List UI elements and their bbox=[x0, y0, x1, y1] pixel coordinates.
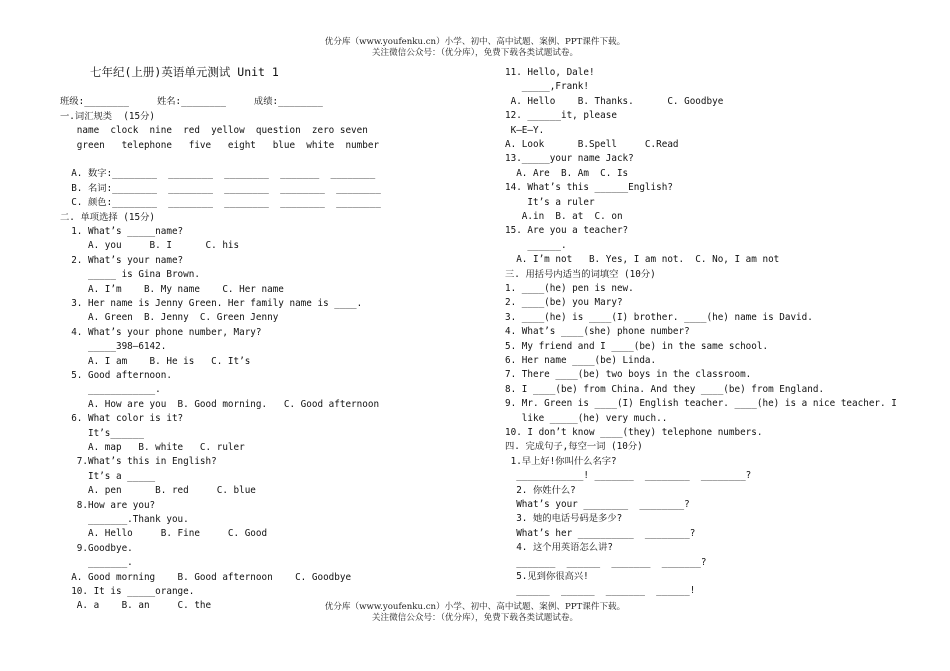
right-line: It’s a ruler bbox=[505, 196, 595, 208]
left-line: name clock nine red yellow question zero seven bbox=[60, 125, 368, 137]
page-footer bbox=[0, 602, 950, 624]
left-line: 7.What’s this in English? bbox=[60, 456, 217, 468]
page-header bbox=[0, 37, 950, 59]
right-line: ______ ______ _______ ______! bbox=[505, 585, 696, 597]
right-line: 四. 完成句子,每空一词 (10分) bbox=[505, 441, 643, 453]
right-line: ____________! _______ ________ ________? bbox=[505, 470, 752, 482]
header-line-2: 关注微信公众号：（优分库），免费下载各类试题试卷。 bbox=[371, 48, 579, 58]
left-line: It’s______ bbox=[60, 427, 144, 439]
right-line: What’s her __________ ________? bbox=[505, 527, 696, 539]
left-line: A. map B. white C. ruler bbox=[60, 442, 245, 453]
right-line: A. Are B. Am C. Is bbox=[505, 167, 629, 179]
right-line: 3. ____(he) is ____(I) brother. ____(he) name is David. bbox=[505, 311, 813, 323]
left-line: A. 数字:________ ________ ________ _______ ________ bbox=[60, 168, 376, 180]
left-line: A. pen B. red C. blue bbox=[60, 485, 256, 497]
left-line: 4. What’s your phone number, Mary? bbox=[60, 326, 262, 338]
left-line: A. Hello B. Fine C. Good bbox=[60, 528, 268, 540]
right-line: A. Hello B. Thanks. C. Goodbye bbox=[505, 95, 724, 107]
right-line: A. I’m not B. Yes, I am not. C. No, I am not bbox=[505, 254, 780, 266]
right-line: 10. I don’t know ____(they) telephone numbers. bbox=[505, 427, 763, 438]
right-line: _____,Frank! bbox=[505, 81, 589, 93]
left-line: C. 颜色:________ ________ ________ ________ ________ bbox=[60, 197, 381, 209]
left-line: A. Green B. Jenny C. Green Jenny bbox=[60, 312, 279, 324]
left-line: A. How are you B. Good morning. C. Good afternoon bbox=[60, 398, 380, 410]
right-line: _______ ______ _______ _______? bbox=[505, 556, 707, 568]
left-line: 1. What’s _____name? bbox=[60, 226, 184, 237]
left-line: A. I’m B. My name C. Her name bbox=[60, 283, 284, 295]
left-line: It’s a _____ bbox=[60, 470, 156, 482]
left-line: _____ is Gina Brown. bbox=[60, 269, 200, 281]
right-line: 三. 用括号内适当的词填空 (10分) bbox=[505, 268, 656, 280]
right-line: What’s your ________ ________? bbox=[505, 499, 690, 510]
right-line: 1.早上好!你叫什么名字? bbox=[505, 455, 617, 467]
footer-line-1: 优分库（www.youfenku.cn）小学、初中、高中试题、案例、PPT课件下载。 bbox=[324, 602, 626, 612]
left-line: A. a B. an C. the bbox=[60, 600, 212, 612]
left-line: 6. What color is it? bbox=[60, 413, 184, 425]
right-line: 13._____your name Jack? bbox=[505, 153, 634, 165]
left-line: 3. Her name is Jenny Green. Her family name is ____. bbox=[60, 298, 363, 309]
right-line: 14. What’s this ______English? bbox=[505, 182, 673, 194]
footer-line-2: 关注微信公众号：（优分库），免费下载各类试题试卷。 bbox=[371, 613, 579, 623]
left-line: B. 名词:________ ________ ________ ________ ________ bbox=[60, 182, 381, 194]
right-line: K—E—Y. bbox=[505, 124, 545, 136]
left-line: 10. It is _____orange. bbox=[60, 586, 195, 597]
left-line: ____________. bbox=[60, 384, 161, 396]
right-line: ______. bbox=[505, 239, 567, 251]
left-line: _______.Thank you. bbox=[60, 514, 189, 525]
left-line: 8.How are you? bbox=[60, 499, 156, 511]
right-line: 11. Hello, Dale! bbox=[505, 67, 595, 78]
right-line: 15. Are you a teacher? bbox=[505, 225, 629, 237]
left-line: _____398—6142. bbox=[60, 341, 167, 353]
right-line: 2. 你姓什么? bbox=[505, 484, 576, 496]
left-line: 二. 单项选择 (15分) bbox=[60, 211, 155, 223]
right-line: 3. 她的电话号码是多少? bbox=[505, 513, 623, 525]
left-line: 2. What’s your name? bbox=[60, 254, 184, 266]
right-line: 5.见到你很高兴! bbox=[505, 571, 589, 582]
right-line: 8. I ____(be) from China. And they ____(be) from England. bbox=[505, 383, 825, 395]
right-line: 1. ____(he) pen is new. bbox=[505, 283, 634, 294]
right-line: 12. ______it, please bbox=[505, 110, 617, 122]
left-line: 9.Goodbye. bbox=[60, 542, 133, 554]
left-line: 班级:________ 姓名:________ 成绩:________ bbox=[60, 96, 323, 108]
right-line: 2. ____(be) you Mary? bbox=[505, 297, 623, 309]
left-line: A. you B. I C. his bbox=[60, 240, 240, 252]
header-line-1: 优分库（www.youfenku.cn）小学、初中、高中试题、案例、PPT课件下载。 bbox=[324, 37, 626, 47]
right-line: 4. What’s ____(she) phone number? bbox=[505, 326, 690, 338]
left-line: 5. Good afternoon. bbox=[60, 370, 172, 381]
right-line: 5. My friend and I ____(be) in the same school. bbox=[505, 340, 769, 352]
right-line: 7. There ____(be) two boys in the classroom. bbox=[505, 369, 752, 381]
left-line: 一.词汇规类 (15分) bbox=[60, 110, 155, 122]
right-line: A. Look B.Spell C.Read bbox=[505, 139, 679, 150]
left-line: _______. bbox=[60, 557, 133, 569]
left-line: 七年纪(上册)英语单元测试 Unit 1 bbox=[90, 65, 279, 79]
right-line: 4. 这个用英语怎么讲? bbox=[505, 542, 613, 554]
right-line: like _____(he) very much.. bbox=[505, 412, 668, 424]
right-line: 6. Her name ____(be) Linda. bbox=[505, 355, 657, 366]
right-line: 9. Mr. Green is ____(I) English teacher. ____(he) is a nice teacher. I bbox=[505, 398, 897, 410]
left-line: green telephone five eight blue white number bbox=[60, 139, 380, 151]
left-line: A. I am B. He is C. It’s bbox=[60, 355, 251, 367]
left-line: A. Good morning B. Good afternoon C. Goodbye bbox=[60, 571, 352, 583]
right-line: A.in B. at C. on bbox=[505, 211, 623, 222]
